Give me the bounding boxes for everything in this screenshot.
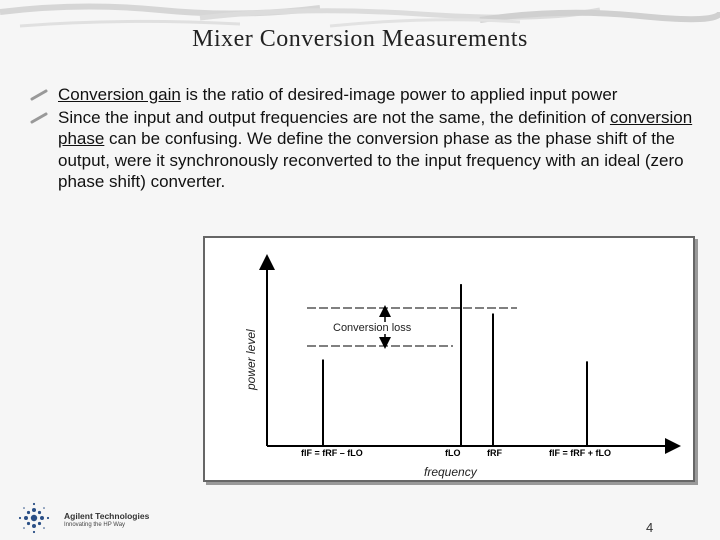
bullet-stroke-icon (30, 89, 48, 101)
spectral-line-label: fIF = fRF – fLO (301, 448, 363, 458)
bullet-item (30, 84, 720, 106)
bullet-text-segment: can be confusing. We define the conversion phase as the phase shift of the output, were it synchronously reconverted to the input frequency with an ideal (zero phase shift) converter. (58, 129, 684, 191)
page-number: 4 (646, 520, 654, 535)
spectrum-diagram (203, 236, 695, 482)
bullet-stroke-icon (30, 112, 48, 124)
bullet-text-segment: Since the input and output frequencies are not the same, the definition of (58, 107, 610, 127)
spectral-line-label: fIF = fRF + fLO (549, 448, 611, 458)
slide-title: Mixer Conversion Measurements (192, 26, 528, 52)
company-tagline: Innovating the HP Way (64, 522, 126, 528)
spectrum-svg (205, 238, 693, 480)
bullet-item (30, 107, 720, 193)
bullet-text-segment: is the ratio of desired-image power to applied input power (180, 85, 618, 104)
y-axis-label: power level (244, 329, 258, 390)
spectral-line-label: fLO (445, 448, 461, 458)
bullet-text-segment: conversion phase (58, 107, 693, 148)
spectral-line-label: fRF (487, 448, 502, 458)
bullet-text-segment: Conversion gain (58, 85, 181, 104)
conversion-loss-label: Conversion loss (333, 322, 412, 334)
x-axis-label: frequency (424, 465, 477, 479)
bullet-list (30, 84, 720, 194)
company-name: Agilent Technologies (64, 511, 150, 521)
